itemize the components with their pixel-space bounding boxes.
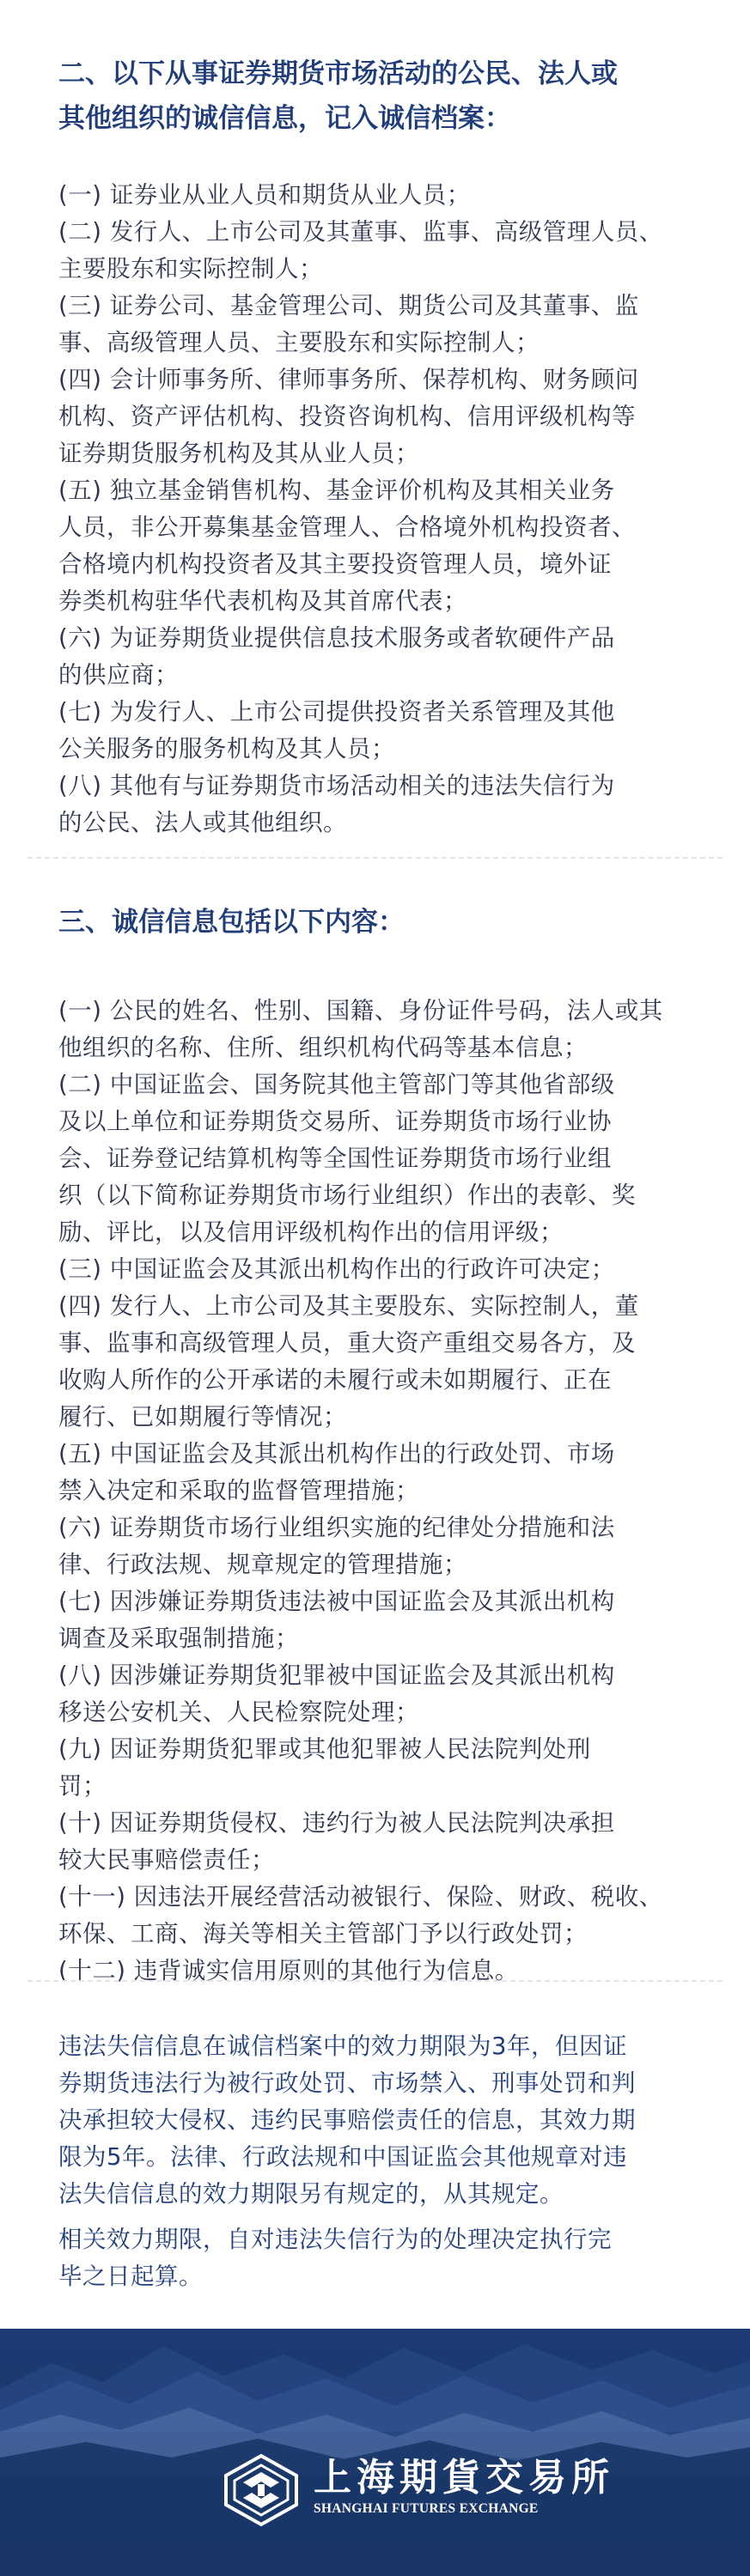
list-item-line: 机构、资产评估机构、投资咨询机构、信用评级机构等 xyxy=(58,403,636,430)
list-item-line: 的供应商； xyxy=(58,661,179,689)
paragraph-line: 法失信信息的效力期限另有规定的，从其规定。 xyxy=(58,2180,564,2208)
sfe-logo xyxy=(219,2453,614,2530)
list-item-line: 较大民事赔偿责任； xyxy=(58,1846,275,1874)
paragraph-line: 相关效力期限，自对违法失信行为的处理决定执行完 xyxy=(58,2226,612,2253)
list-item-line: (二) 发行人、上市公司及其董事、监事、高级管理人员、 xyxy=(58,218,663,246)
validity-paragraph-1 xyxy=(58,2028,703,2213)
list-item-line: 主要股东和实际控制人； xyxy=(58,255,323,283)
heading-line: 二、以下从事证券期货市场活动的公民、法人或 xyxy=(58,58,618,89)
list-item-line: (四) 发行人、上市公司及其主要股东、实际控制人，董 xyxy=(58,1292,639,1320)
paragraph-line: 限为5年。法律、行政法规和中国证监会其他规章对违 xyxy=(58,2143,627,2171)
list-item-line: (一) 公民的姓名、性别、国籍、身份证件号码，法人或其 xyxy=(58,997,663,1024)
list-item-line: (三) 证券公司、基金管理公司、期货公司及其董事、监 xyxy=(58,292,639,319)
list-item-line: (十二) 违背诚实信用原则的其他行为信息。 xyxy=(58,1957,519,1984)
heading-line: 其他组织的诚信信息，记入诚信档案： xyxy=(58,103,511,134)
list-item-line: (六) 证券期货市场行业组织实施的纪律处分措施和法 xyxy=(58,1514,615,1541)
list-item-line: 励、评比，以及信用评级机构作出的信用评级； xyxy=(58,1218,564,1246)
list-item-line: (七) 为发行人、上市公司提供投资者关系管理及其他 xyxy=(58,698,615,726)
section-three xyxy=(58,900,703,1990)
list-item-line: (十) 因证券期货侵权、违约行为被人民法院判决承担 xyxy=(58,1809,615,1837)
list-item-line: 律、行政法规、规章规定的管理措施； xyxy=(58,1551,467,1578)
list-item-line: 人员，非公开募集基金管理人、合格境外机构投资者、 xyxy=(58,513,636,541)
list-item-line: 合格境内机构投资者及其主要投资管理人员，境外证 xyxy=(58,550,612,578)
list-item-line: 移送公安机关、人民检察院处理； xyxy=(58,1698,419,1726)
list-item-line: 罚； xyxy=(58,1772,107,1800)
list-item-line: 及以上单位和证券期货交易所、证券期货市场行业协 xyxy=(58,1108,612,1135)
list-item-line: (四) 会计师事务所、律师事务所、保荐机构、财务顾问 xyxy=(58,366,639,393)
paragraph-line: 违法失信信息在诚信档案中的效力期限为3年，但因证 xyxy=(58,2032,627,2060)
list-item-line: 收购人所作的公开承诺的未履行或未如期履行、正在 xyxy=(58,1366,612,1394)
list-item-line: (六) 为证券期货业提供信息技术服务或者软硬件产品 xyxy=(58,624,615,652)
list-item-line: (一) 证券业从业人员和期货从业人员； xyxy=(58,181,471,209)
list-item-line: (九) 因证券期货犯罪或其他犯罪被人民法院判处刑 xyxy=(58,1735,591,1763)
paragraph-line: 决承担较大侵权、违约民事赔偿责任的信息，其效力期 xyxy=(58,2106,636,2134)
list-item-line: (七) 因涉嫌证券期货违法被中国证监会及其派出机构 xyxy=(58,1588,615,1615)
list-item-line: (五) 中国证监会及其派出机构作出的行政处罚、市场 xyxy=(58,1440,615,1467)
footer-banner xyxy=(0,2329,750,2576)
list-item-line: 券类机构驻华代表机构及其首席代表； xyxy=(58,587,467,615)
mountain-landscape-illustration xyxy=(0,2329,750,2576)
logo-chinese-name: 上海期貨交易所 xyxy=(314,2456,614,2500)
list-item-line: (二) 中国证监会、国务院其他主管部门等其他省部级 xyxy=(58,1071,615,1098)
list-item-line: (八) 其他有与证券期货市场活动相关的违法失信行为 xyxy=(58,772,615,799)
list-item-line: 禁入决定和采取的监督管理措施； xyxy=(58,1477,419,1504)
list-item-line: 调查及采取强制措施； xyxy=(58,1625,299,1652)
list-item-line: 的公民、法人或其他组织。 xyxy=(58,809,347,836)
list-item-line: 他组织的名称、住所、组织机构代码等基本信息； xyxy=(58,1034,588,1061)
list-item-line: 事、高级管理人员、主要股东和实际控制人； xyxy=(58,329,540,356)
list-item-line: (三) 中国证监会及其派出机构作出的行政许可决定； xyxy=(58,1255,615,1283)
list-item-line: 会、证券登记结算机构等全国性证券期货市场行业组 xyxy=(58,1145,612,1172)
divider xyxy=(27,1980,723,1982)
list-item-line: 织（以下简称证券期货市场行业组织）作出的表彰、奖 xyxy=(58,1182,636,1209)
section-two-heading xyxy=(58,52,703,141)
section-two-list xyxy=(58,177,703,841)
list-item-line: 证券期货服务机构及其从业人员； xyxy=(58,440,419,467)
validity-section xyxy=(58,2028,703,2295)
divider xyxy=(27,857,723,859)
section-two xyxy=(58,52,703,841)
section-three-list xyxy=(58,993,703,1990)
list-item-line: (八) 因涉嫌证券期货犯罪被中国证监会及其派出机构 xyxy=(58,1662,615,1689)
list-item-line: 环保、工商、海关等相关主管部门予以行政处罚； xyxy=(58,1920,588,1947)
paragraph-line: 毕之日起算。 xyxy=(58,2263,203,2290)
paragraph-line: 券期货违法行为被行政处罚、市场禁入、刑事处罚和判 xyxy=(58,2069,636,2097)
sfe-emblem-icon xyxy=(219,2453,303,2527)
list-item-line: 事、监事和高级管理人员，重大资产重组交易各方，及 xyxy=(58,1329,636,1357)
section-three-heading: 三、诚信信息包括以下内容： xyxy=(58,907,405,938)
list-item-line: (十一) 因违法开展经营活动被银行、保险、财政、税收、 xyxy=(58,1883,663,1911)
validity-paragraph-2 xyxy=(58,2221,703,2295)
logo-english-name: SHANGHAI FUTURES EXCHANGE xyxy=(314,2501,539,2516)
list-item-line: (五) 独立基金销售机构、基金评价机构及其相关业务 xyxy=(58,477,615,504)
list-item-line: 公关服务的服务机构及其人员； xyxy=(58,735,395,762)
list-item-line: 履行、已如期履行等情况； xyxy=(58,1403,347,1431)
